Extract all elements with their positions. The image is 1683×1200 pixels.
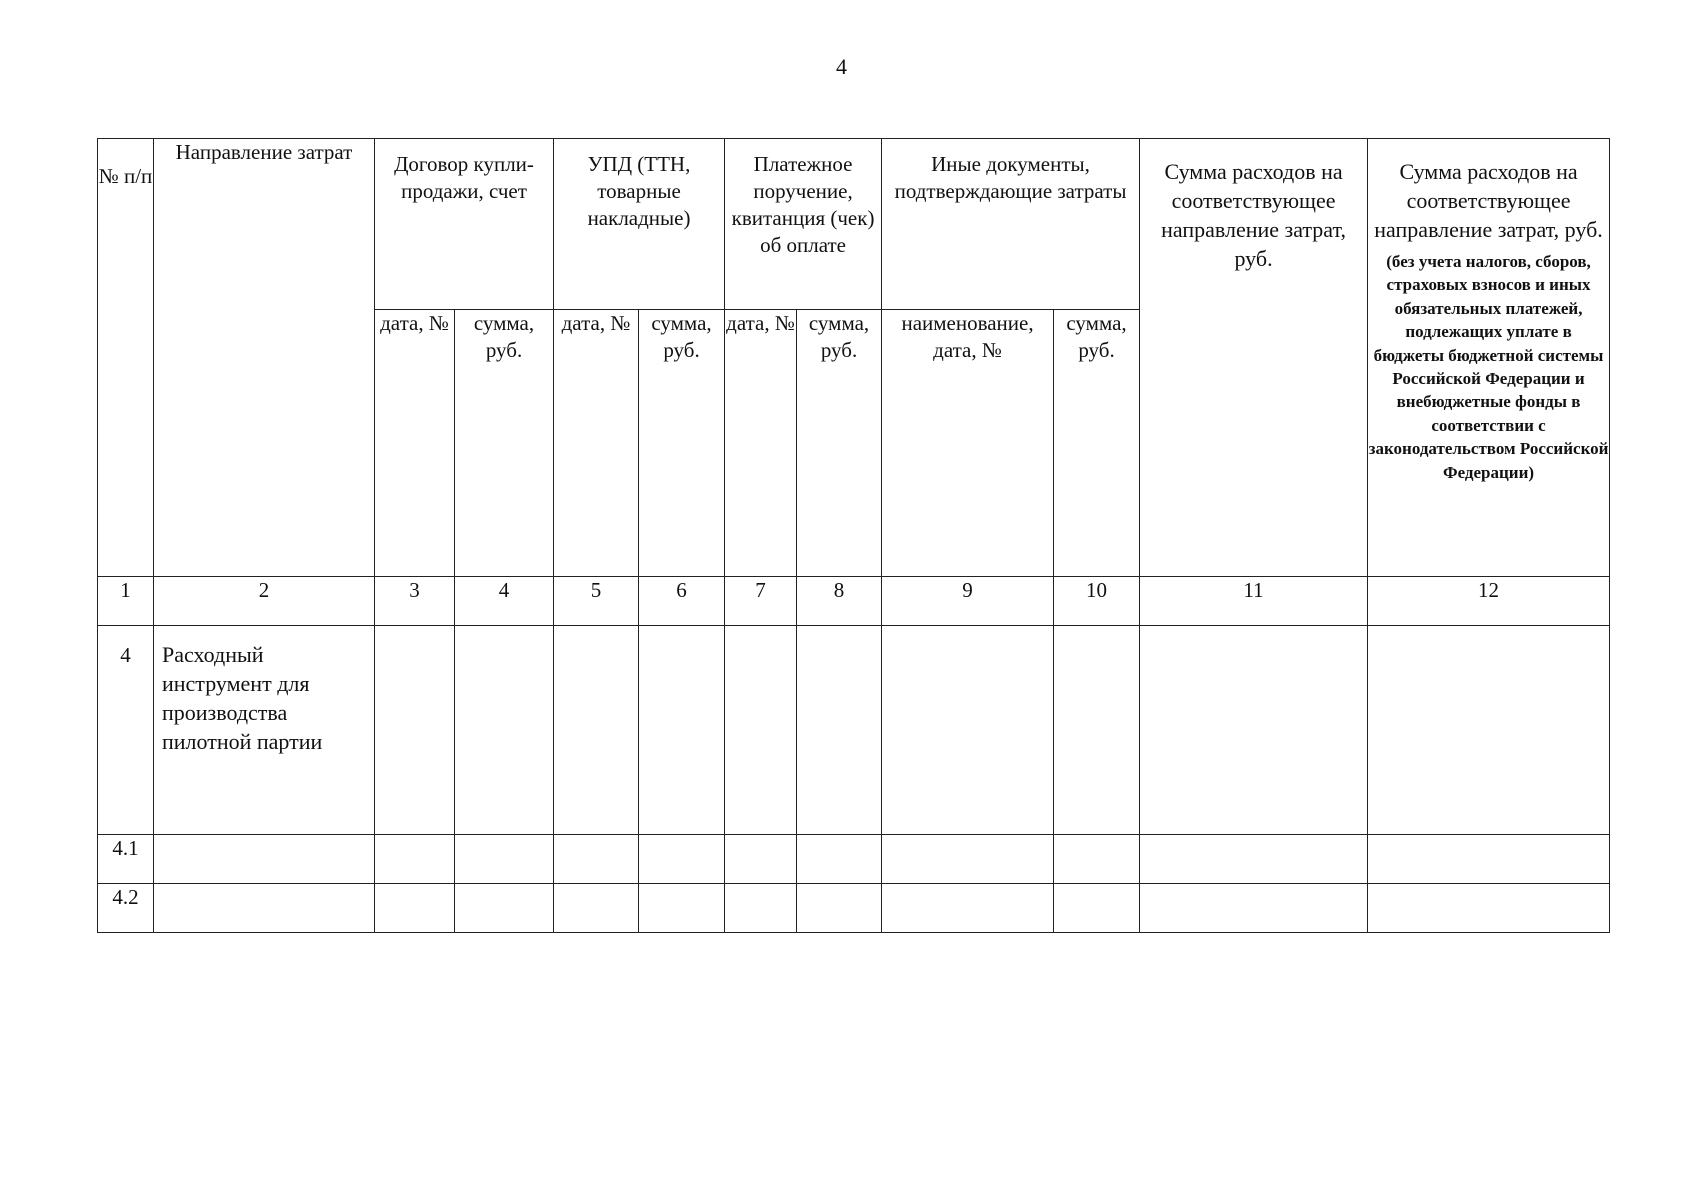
table-cell <box>375 884 455 933</box>
header-sum-11: Сумма расходов на соответствующее направление затрат, руб. <box>1140 139 1368 577</box>
table-cell <box>375 835 455 884</box>
expense-table <box>97 138 1610 933</box>
table-cell <box>882 884 1054 933</box>
table-cell <box>639 884 725 933</box>
column-number: 6 <box>639 577 725 626</box>
table-cell <box>455 626 554 835</box>
table-cell <box>882 835 1054 884</box>
row-direction <box>154 835 375 884</box>
column-number: 3 <box>375 577 455 626</box>
row-direction <box>154 884 375 933</box>
column-number: 2 <box>154 577 375 626</box>
table-row <box>98 626 1610 835</box>
page-number: 4 <box>836 54 847 79</box>
header-num: № п/п <box>98 139 154 577</box>
subheader-sum-rub: сумма, руб. <box>797 310 882 577</box>
table-cell <box>725 884 797 933</box>
subheader-date-no: дата, № <box>725 310 797 577</box>
table-cell <box>1368 835 1610 884</box>
table-cell <box>797 884 882 933</box>
table-row <box>98 835 1610 884</box>
table-cell <box>1054 835 1140 884</box>
row-number: 4 <box>98 626 154 835</box>
column-number: 11 <box>1140 577 1368 626</box>
column-number: 4 <box>455 577 554 626</box>
header-sum-12-note: (без учета налогов, сборов, страховых взносов и иных обязательных платежей, подлежащих уплате в бюджеты бюджетной системы Российской Федерации и внебюджетные фонды в соответствии с законодательством Российской Федерации) <box>1368 252 1609 482</box>
header-contract: Договор купли-продажи, счет <box>375 139 554 310</box>
subheader-name-date-no: наименование, дата, № <box>882 310 1054 577</box>
header-other-docs: Иные документы, подтверждающие затраты <box>882 139 1140 310</box>
column-number: 8 <box>797 577 882 626</box>
table-cell <box>1054 884 1140 933</box>
column-number: 10 <box>1054 577 1140 626</box>
table-cell <box>554 884 639 933</box>
subheader-sum-rub: сумма, руб. <box>639 310 725 577</box>
table-cell <box>882 626 1054 835</box>
table-cell <box>797 626 882 835</box>
column-number-row <box>98 577 1610 626</box>
table-cell <box>1140 884 1368 933</box>
table-cell <box>455 884 554 933</box>
table-cell <box>455 835 554 884</box>
table-cell <box>1140 626 1368 835</box>
table-cell <box>1368 884 1610 933</box>
table-cell <box>1054 626 1140 835</box>
table-cell <box>639 835 725 884</box>
table-row <box>98 884 1610 933</box>
table-cell <box>725 626 797 835</box>
row-direction: Расходный инструмент для производства пилотной партии <box>154 626 375 835</box>
table-cell <box>725 835 797 884</box>
table-cell <box>1140 835 1368 884</box>
header-upd: УПД (ТТН, товарные накладные) <box>554 139 725 310</box>
column-number: 9 <box>882 577 1054 626</box>
header-row <box>98 139 1610 310</box>
subheader-date-no: дата, № <box>375 310 455 577</box>
header-direction: Направление затрат <box>154 139 375 577</box>
subheader-sum-rub: сумма, руб. <box>1054 310 1140 577</box>
table-cell <box>375 626 455 835</box>
row-number: 4.1 <box>98 835 154 884</box>
column-number: 5 <box>554 577 639 626</box>
table-cell <box>1368 626 1610 835</box>
table-cell <box>554 835 639 884</box>
row-number: 4.2 <box>98 884 154 933</box>
header-payment: Платежное поручение, квитанция (чек) об оплате <box>725 139 882 310</box>
table-cell <box>797 835 882 884</box>
table-cell <box>639 626 725 835</box>
subheader-date-no: дата, № <box>554 310 639 577</box>
column-number: 12 <box>1368 577 1610 626</box>
column-number: 7 <box>725 577 797 626</box>
table-cell <box>554 626 639 835</box>
subheader-sum-rub: сумма, руб. <box>455 310 554 577</box>
header-sum-12: Сумма расходов на соответствующее направление затрат, руб. (без учета налогов, сборов, страховых взносов и иных обязательных платежей, подлежащих уплате в бюджеты бюджетной системы Российской Федерации и внебюджетные фонды в соответствии с законодательством Российской Федерации) <box>1368 139 1610 577</box>
column-number: 1 <box>98 577 154 626</box>
